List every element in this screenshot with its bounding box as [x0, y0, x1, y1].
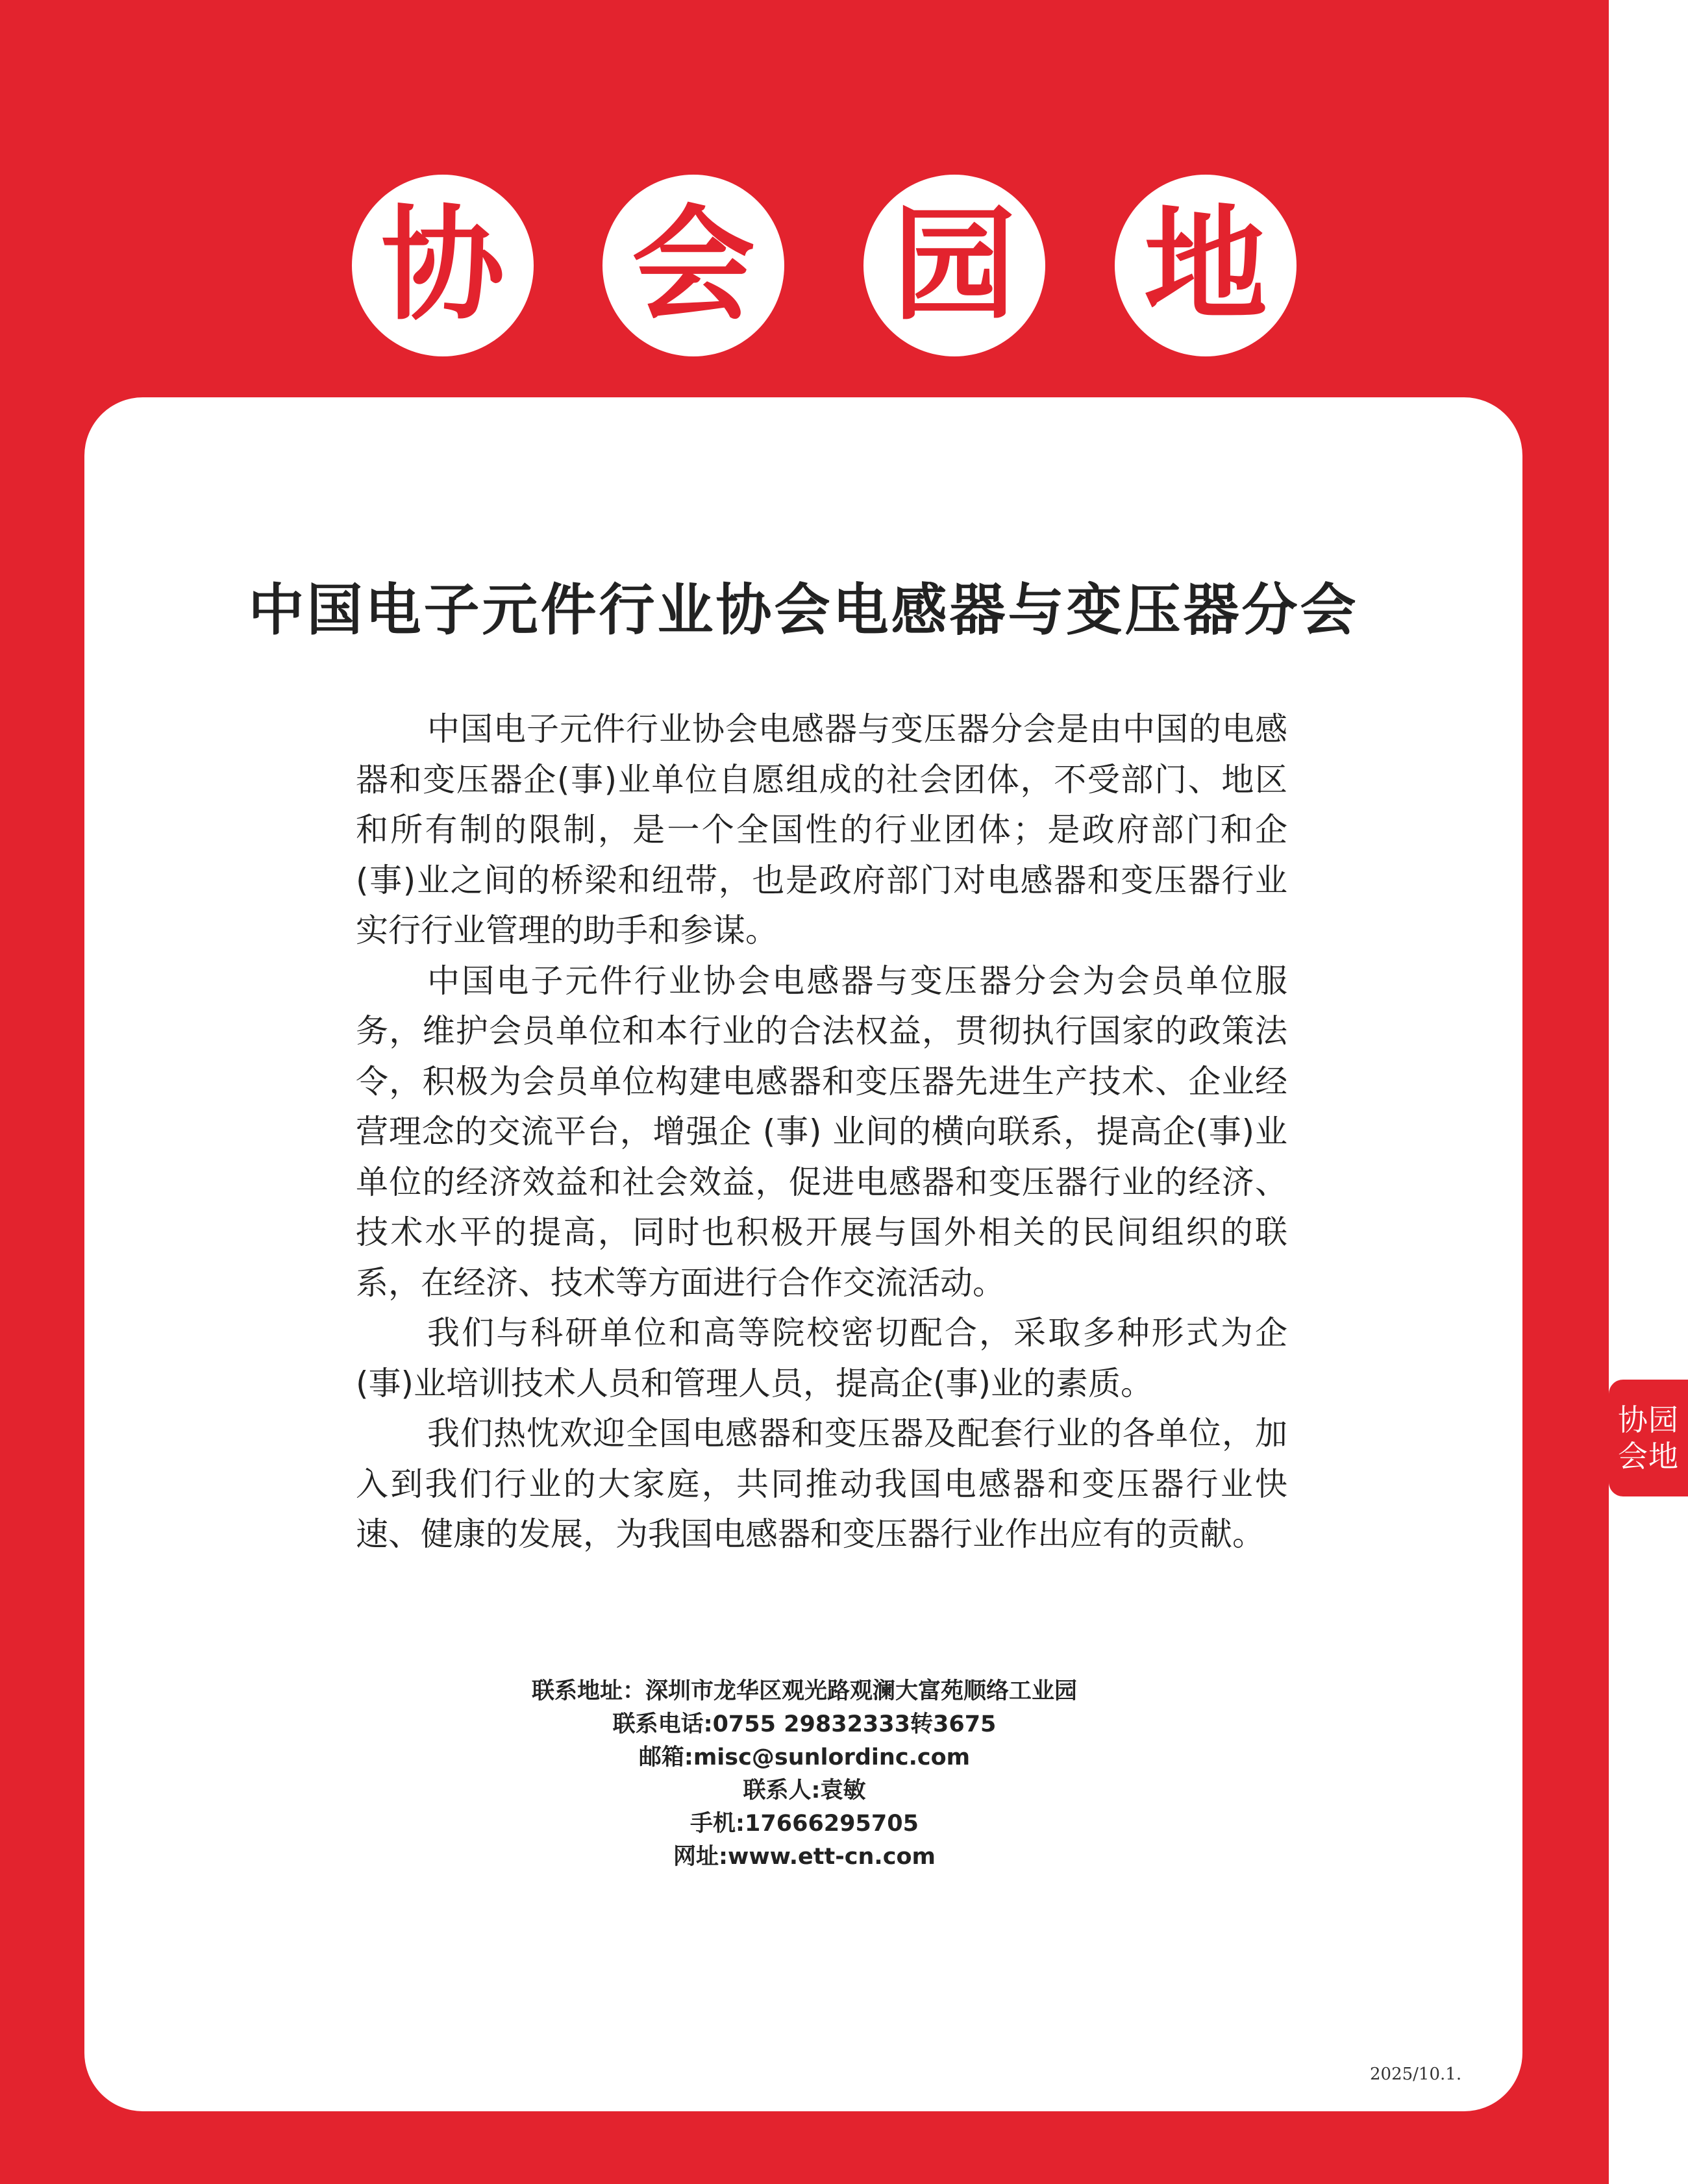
article-body [356, 704, 1287, 1560]
logo-char-4: 地 [1143, 193, 1267, 337]
contact-address: 联系地址：深圳市龙华区观光路观澜大富苑顺络工业园 [531, 1678, 1077, 1704]
contact-phone: 联系电话:0755 29832333转3675 [612, 1711, 997, 1737]
contact-block [0, 1675, 1609, 1874]
logo-circle-3 [863, 175, 1045, 356]
paragraph-1: 中国电子元件行业协会电感器与变压器分会是由中国的电感器和变压器企(事)业单位自愿组成的社会团体，不受部门、地区和所有制的限制，是一个全国性的行业团体；是政府部门和企(事)业之间的桥梁和纽带，也是政府部门对电感器和变压器行业实行行业管理的助手和参谋。 [356, 710, 1287, 949]
logo-char-3: 园 [892, 193, 1016, 337]
paragraph-4: 我们热忱欢迎全国电感器和变压器及配套行业的各单位，加入到我们行业的大家庭，共同推动我国电感器和变压器行业快速、健康的发展，为我国电感器和变压器行业作出应有的贡献。 [356, 1415, 1287, 1553]
side-tab-line-1: 协园 [1618, 1402, 1679, 1437]
contact-mobile: 手机:17666295705 [690, 1811, 919, 1837]
section-side-tab [1609, 1380, 1688, 1496]
footer-date: 2025/10.1. [1370, 2065, 1462, 2084]
page-title: 中国电子元件行业协会电感器与变压器分会 [248, 578, 1359, 643]
contact-person: 联系人:袁敏 [743, 1778, 866, 1804]
logo-char-2: 会 [631, 193, 755, 337]
logo-char-1: 协 [380, 193, 504, 337]
logo-circle-4 [1115, 175, 1297, 356]
contact-website: 网址:www.ett-cn.com [673, 1844, 936, 1870]
side-tab-line-2: 会地 [1618, 1439, 1679, 1474]
paragraph-3: 我们与科研单位和高等院校密切配合，采取多种形式为企(事)业培训技术人员和管理人员，提高企(事)业的素质。 [356, 1314, 1287, 1402]
logo-circle-2 [602, 175, 784, 356]
contact-email: 邮箱:misc@sunlordinc.com [638, 1744, 971, 1770]
paragraph-2: 中国电子元件行业协会电感器与变压器分会为会员单位服务，维护会员单位和本行业的合法权益，贯彻执行国家的政策法令，积极为会员单位构建电感器和变压器先进生产技术、企业经营理念的交流平台，增强企 (事) 业间的横向联系，提高企(事)业单位的经济效益和社会效益，促进电感器和变压器行业的经济、技术水平的提高，同时也积极开展与国外相关的民间组织的联系，在经济、技术等方面进行合作交流活动。 [356, 962, 1287, 1302]
logo-circle-1 [352, 175, 534, 356]
